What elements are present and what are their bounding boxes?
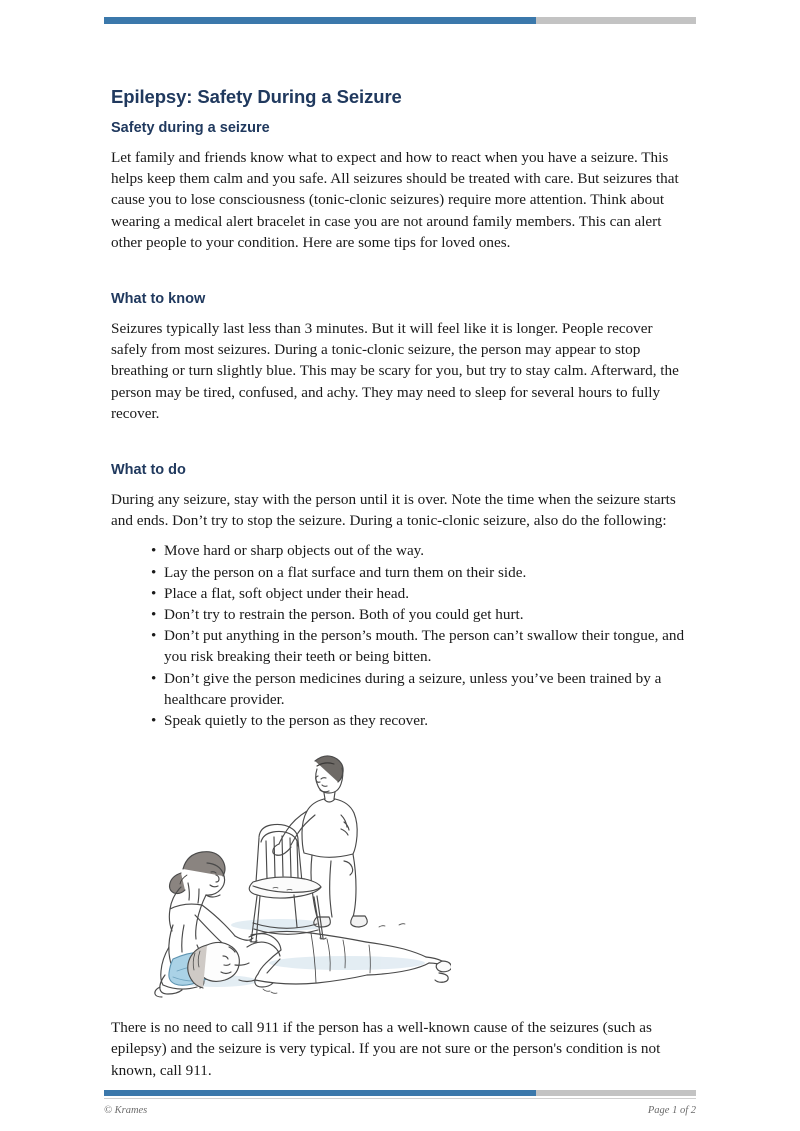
header-rule [104,17,696,24]
footer-divider [104,1098,696,1099]
intro-paragraph: Let family and friends know what to expect and how to react when you have a seizure. This helps keep them calm and you safe. All seizures should be treated with care. But seizures that cause you to lose consciousness (tonic-clonic seizures) require more attention. Think about wearing a medical alert bracelet in case you are not around family members. This can alert other people to your condition. Here are some tips for loved ones. [111,149,679,251]
section-heading-what-to-know: What to know [111,291,206,308]
list-item: • Move hard or sharp objects out of the way. [151,540,691,561]
footer-rule-gray-segment [536,1090,696,1096]
footer-row [104,1105,696,1116]
section-heading-safety-during-a-seizure: Safety during a seizure [111,120,270,136]
what-to-know-paragraph: Seizures typically last less than 3 minutes. But it will feel like it is longer. People recover safely from most seizures. During a tonic-clonic seizure, the person may appear to stop breathing or turn slightly blue. This may be scary for you, but try to stay calm. Afterward, the person may be tired, confused, and achy. They may need to sleep for several hours to fully recover. [111,320,679,422]
list-item: • Don’t put anything in the person’s mouth. The person can’t swallow their tongue, and you risk breaking their teeth or being bitten. [151,625,691,667]
copyright-notice: © Krames [104,1105,148,1116]
illustration-svg [111,749,451,999]
section-heading-what-to-do: What to do [111,462,186,479]
page-title: Epilepsy: Safety During a Seizure [111,86,402,107]
list-item: • Lay the person on a flat surface and turn them on their side. [151,562,691,583]
what-to-do-paragraph: During any seizure, stay with the person until it is over. Note the time when the seizure starts and ends. Don’t try to stop the seizure. During a tonic-clonic seizure, also do the following: [111,491,676,530]
closing-paragraph: There is no need to call 911 if the person has a well-known cause of the seizures (such as epilepsy) and the seizure is very typical. If you are not sure or the person's condition is not known, call 911. [111,1019,661,1079]
footer-rule-blue-segment [104,1090,536,1096]
list-item: • Don’t try to restrain the person. Both of you could get hurt. [151,604,691,625]
list-item: • Don’t give the person medicines during a seizure, unless you’ve been trained by a healthcare provider. [151,668,691,710]
page-number: Page 1 of 2 [647,1105,696,1116]
what-to-do-bullet-list [111,540,691,731]
page-footer [104,1090,696,1116]
seizure-first-aid-illustration [111,749,451,999]
header-rule-gray-segment [536,17,696,24]
list-item: • Speak quietly to the person as they recover. [151,710,691,731]
footer-rule [104,1090,696,1096]
document-content [111,86,691,1081]
list-item: • Place a flat, soft object under their head. [151,583,691,604]
header-rule-blue-segment [104,17,536,24]
